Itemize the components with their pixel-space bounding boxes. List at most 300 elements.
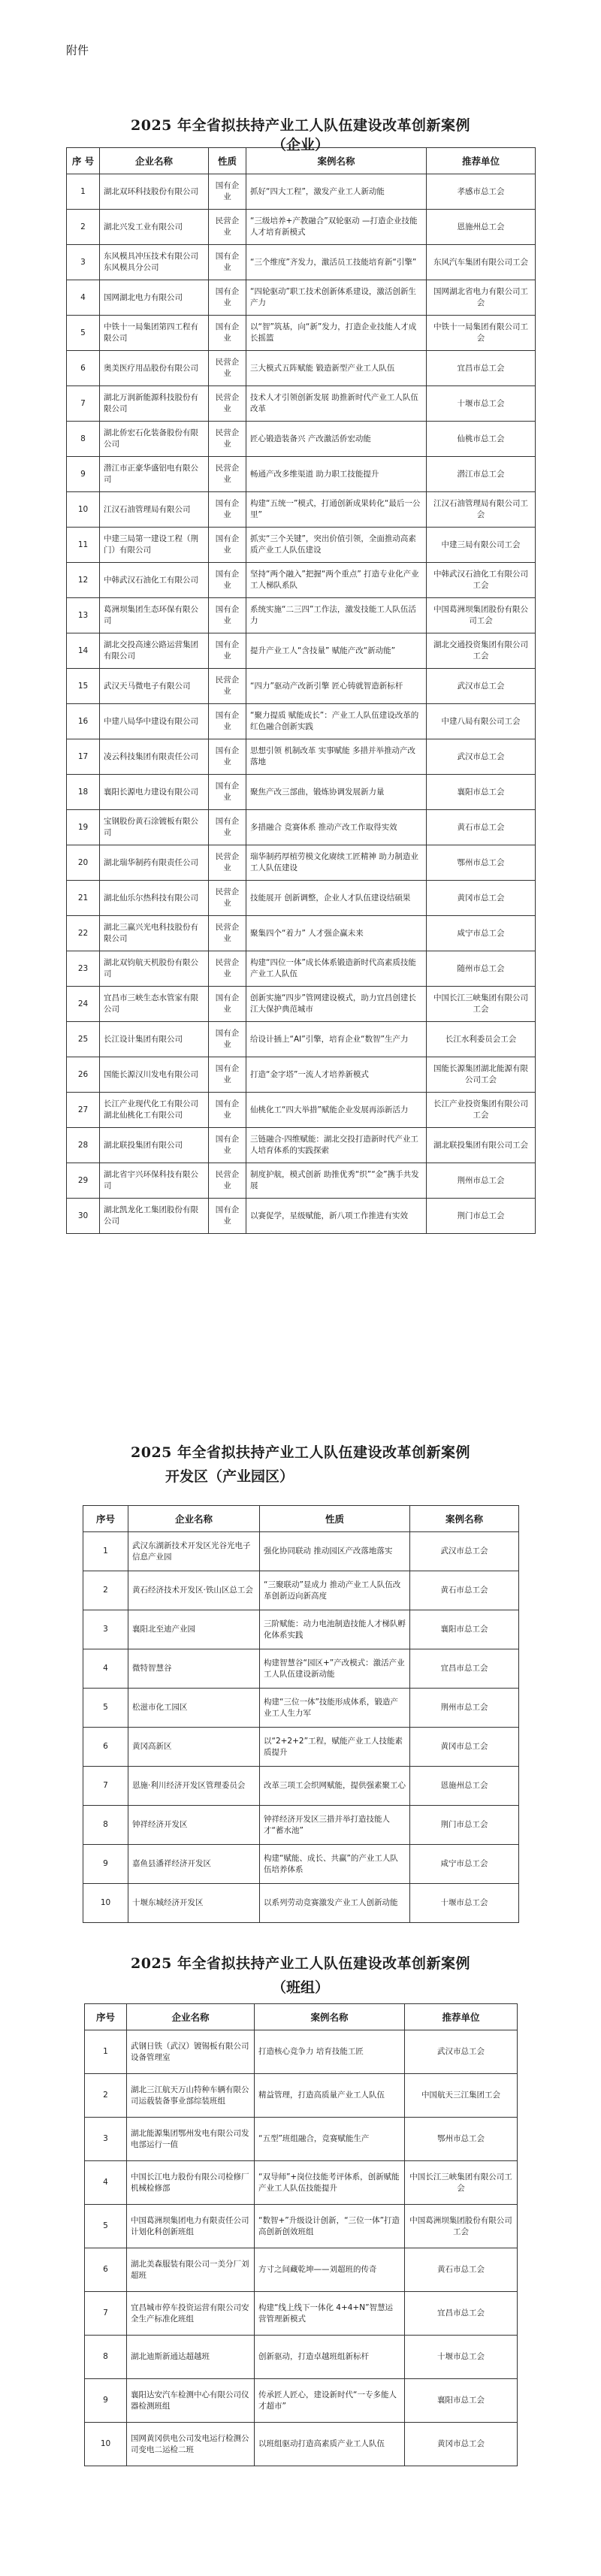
team-cell: 4 <box>85 2161 127 2205</box>
enterprise-cell: 13 <box>67 598 100 633</box>
enterprise-cell: “聚力提质 赋能成长”：产业工人队伍建设改革的红色融合创新实践 <box>246 704 427 739</box>
devzone-cell: 7 <box>83 1767 128 1806</box>
enterprise-cell: 仙桃市总工会 <box>427 422 536 457</box>
devzone-cell: 黄石市总工会 <box>410 1571 519 1610</box>
enterprise-cell: 国有企业 <box>209 598 246 633</box>
table-row <box>67 528 536 563</box>
enterprise-cell: 构建“五统一”模式，打通创新成果转化“最后一公里” <box>246 492 427 528</box>
devzone-cell: 钟祥经济开发区三措并举打造技能人才“蓄水池” <box>260 1806 410 1845</box>
devzone-cell: 3 <box>83 1610 128 1649</box>
table-row <box>67 351 536 386</box>
enterprise-cell: 8 <box>67 422 100 457</box>
devzone-cell: 8 <box>83 1806 128 1845</box>
devzone-cell: 9 <box>83 1845 128 1884</box>
enterprise-cell: 技术人才引领创新发展 助推新时代产业工人队伍改革 <box>246 386 427 422</box>
enterprise-cell: 17 <box>67 739 100 775</box>
enterprise-cell: 湖北兴发工业有限公司 <box>100 210 209 245</box>
devzone-cell: 黄冈市总工会 <box>410 1728 519 1767</box>
devzone-cell: 恩施·利川经济开发区管理委员会 <box>128 1767 260 1806</box>
enterprise-cell: 28 <box>67 1128 100 1163</box>
team-cell: 中国航天三江集团工会 <box>405 2074 518 2118</box>
enterprise-cell: 湖北联投集团有限公司 <box>100 1128 209 1163</box>
enterprise-cell: “四轮驱动”职工技术创新体系建设，激活创新生产力 <box>246 280 427 316</box>
table-row <box>67 739 536 775</box>
devzone-cell: 黄石经济技术开发区·铁山区总工会 <box>128 1571 260 1610</box>
team-table-header <box>85 2004 518 2030</box>
devzone-cell: “三聚联动”显成力 推动产业工人队伍改革创新迈向新高度 <box>260 1571 410 1610</box>
devzone-cell: 以“2+2+2”工程，赋能产业工人技能素质提升 <box>260 1728 410 1767</box>
table-row <box>85 2161 518 2205</box>
team-cell: 5 <box>85 2205 127 2248</box>
enterprise-cell: 畅通产改多维渠道 助力职工技能提升 <box>246 457 427 492</box>
enterprise-cell: 2 <box>67 210 100 245</box>
enterprise-cell: 武汉市总工会 <box>427 669 536 704</box>
enterprise-cell: 中韩武汉石油化工有限公司工会 <box>427 563 536 598</box>
enterprise-cell: 湖北侨宏石化装备股份有限公司 <box>100 422 209 457</box>
devzone-cell: 以系列劳动竞赛激发产业工人创新动能 <box>260 1884 410 1923</box>
team-header-cell: 案例名称 <box>255 2004 405 2030</box>
enterprise-cell: 中铁十一局集团第四工程有限公司 <box>100 316 209 351</box>
team-cell: 2 <box>85 2074 127 2118</box>
table-row <box>67 457 536 492</box>
enterprise-cell: 国有企业 <box>209 316 246 351</box>
enterprise-cell: 武汉天马微电子有限公司 <box>100 669 209 704</box>
team-cell: 打造核心竞争力 培育技能工匠 <box>255 2030 405 2074</box>
team-cell: 黄石市总工会 <box>405 2248 518 2292</box>
enterprise-cell: 中国长江三峡集团有限公司工会 <box>427 987 536 1022</box>
table-row <box>85 2292 518 2336</box>
enterprise-cell: 25 <box>67 1022 100 1057</box>
table-row <box>67 280 536 316</box>
enterprise-cell: 十堰市总工会 <box>427 386 536 422</box>
enterprise-header-cell: 企业名称 <box>100 148 209 174</box>
enterprise-cell: 构建“四位一体”成长体系锻造新时代高素质技能产业工人队伍 <box>246 951 427 987</box>
table-row <box>83 1806 519 1845</box>
enterprise-cell: 国有企业 <box>209 810 246 845</box>
enterprise-cell: 中建三局第一建设工程（荆门）有限公司 <box>100 528 209 563</box>
enterprise-cell: 民营企业 <box>209 210 246 245</box>
team-cell: 创新驱动，打造卓越班组新标杆 <box>255 2336 405 2379</box>
section3-title: 2025 年全省拟扶持产业工人队伍建设改革创新案例 <box>131 1955 470 1972</box>
team-cell: 十堰市总工会 <box>405 2336 518 2379</box>
table-row <box>83 1571 519 1610</box>
enterprise-table <box>66 147 536 1234</box>
devzone-cell: 微特智慧谷 <box>128 1649 260 1689</box>
enterprise-cell: 咸宁市总工会 <box>427 916 536 951</box>
devzone-cell: 松滋市化工园区 <box>128 1689 260 1728</box>
enterprise-header-cell: 推荐单位 <box>427 148 536 174</box>
team-cell: 精益管理，打造高质量产业工人队伍 <box>255 2074 405 2118</box>
enterprise-cell: 提升产业工人“含技量” 赋能产改“新动能” <box>246 633 427 669</box>
enterprise-cell: 国有企业 <box>209 1057 246 1093</box>
enterprise-cell: 江汉石油管理局有限公司工会 <box>427 492 536 528</box>
team-cell: 6 <box>85 2248 127 2292</box>
devzone-header-cell: 企业名称 <box>128 1506 260 1532</box>
enterprise-cell: 7 <box>67 386 100 422</box>
table-row <box>85 2205 518 2248</box>
team-cell: 8 <box>85 2336 127 2379</box>
enterprise-cell: 聚集四个“着力” 人才强企赢未来 <box>246 916 427 951</box>
enterprise-cell: 民营企业 <box>209 457 246 492</box>
team-cell: 以班组驱动打造高素质产业工人队伍 <box>255 2423 405 2466</box>
team-cell: 湖北三江航天万山特种车辆有限公司运载装备事业部综装班组 <box>127 2074 255 2118</box>
enterprise-cell: 1 <box>67 174 100 210</box>
enterprise-cell: 国网湖北电力有限公司 <box>100 280 209 316</box>
enterprise-cell: 恩施州总工会 <box>427 210 536 245</box>
enterprise-cell: 中建三局有限公司工会 <box>427 528 536 563</box>
devzone-cell: 构建智慧谷“园区+”产改模式：激活产业工人队伍建设新动能 <box>260 1649 410 1689</box>
enterprise-cell: 15 <box>67 669 100 704</box>
team-cell: 方寸之间藏乾坤——刘超班的传奇 <box>255 2248 405 2292</box>
devzone-cell: 改革三项工会织网赋能，提供强素聚工心 <box>260 1767 410 1806</box>
enterprise-header-cell: 案例名称 <box>246 148 427 174</box>
enterprise-cell: 凌云科技集团有限责任公司 <box>100 739 209 775</box>
team-cell: “五型”班组融合，竞赛赋能生产 <box>255 2118 405 2161</box>
enterprise-cell: 湖北交投高速公路运营集团有限公司 <box>100 633 209 669</box>
table-row <box>83 1728 519 1767</box>
enterprise-cell: 民营企业 <box>209 351 246 386</box>
table-row <box>85 2423 518 2466</box>
enterprise-cell: 6 <box>67 351 100 386</box>
enterprise-cell: 长江设计集团有限公司 <box>100 1022 209 1057</box>
enterprise-cell: 长江产业现代化工有限公司湖北仙桃化工有限公司 <box>100 1093 209 1128</box>
enterprise-cell: 荆州市总工会 <box>427 1163 536 1199</box>
enterprise-cell: 东风模具冲压技术有限公司东风模具分公司 <box>100 245 209 280</box>
devzone-cell: 构建“赋能、成长、共赢”的产业工人队伍培养体系 <box>260 1845 410 1884</box>
table-row <box>67 422 536 457</box>
team-cell: 3 <box>85 2118 127 2161</box>
enterprise-cell: 长江水利委员会工会 <box>427 1022 536 1057</box>
enterprise-cell: 湖北仙乐尔热科技有限公司 <box>100 881 209 916</box>
enterprise-cell: 中建八局有限公司工会 <box>427 704 536 739</box>
enterprise-cell: 国有企业 <box>209 739 246 775</box>
table-row <box>67 563 536 598</box>
devzone-cell: 十堰东城经济开发区 <box>128 1884 260 1923</box>
enterprise-cell: 以赛促学，星级赋能，新八项工作推进有实效 <box>246 1199 427 1234</box>
enterprise-cell: 国有企业 <box>209 174 246 210</box>
enterprise-cell: 民营企业 <box>209 422 246 457</box>
section3-subtitle: （班组） <box>271 1979 329 1996</box>
enterprise-cell: 制度护航，模式创新 助推优秀“织”“金”携手共发展 <box>246 1163 427 1199</box>
enterprise-cell: 国有企业 <box>209 245 246 280</box>
table-row <box>67 1022 536 1057</box>
enterprise-cell: 中国葛洲坝集团股份有限公司工会 <box>427 598 536 633</box>
devzone-cell: 构建“三位一体”技能形成体系，锻造产业工人生力军 <box>260 1689 410 1728</box>
team-cell: 湖北迪斯新通达超越班 <box>127 2336 255 2379</box>
enterprise-cell: 国有企业 <box>209 987 246 1022</box>
enterprise-cell: 5 <box>67 316 100 351</box>
devzone-cell: 钟祥经济开发区 <box>128 1806 260 1845</box>
table-row <box>67 386 536 422</box>
devzone-header-cell: 案例名称 <box>410 1506 519 1532</box>
enterprise-cell: 技能展开 创新调整，企业人才队伍建设结硕果 <box>246 881 427 916</box>
team-cell: 构建“线上线下一体化 4+4+N”智慧运营管理新模式 <box>255 2292 405 2336</box>
team-cell: 9 <box>85 2379 127 2423</box>
table-row <box>67 704 536 739</box>
enterprise-cell: 27 <box>67 1093 100 1128</box>
enterprise-cell: 民营企业 <box>209 845 246 881</box>
enterprise-cell: 国能长源汉川发电有限公司 <box>100 1057 209 1093</box>
enterprise-cell: 湖北三赢兴光电科技股份有限公司 <box>100 916 209 951</box>
enterprise-header-cell: 序 号 <box>67 148 100 174</box>
enterprise-cell: 21 <box>67 881 100 916</box>
section1-title: 2025 年全省拟扶持产业工人队伍建设改革创新案例 <box>131 117 470 134</box>
enterprise-cell: “四力”驱动产改新引擎 匠心铸就智造新标杆 <box>246 669 427 704</box>
enterprise-cell: 孝感市总工会 <box>427 174 536 210</box>
enterprise-cell: 湖北双钧航天机股份有限公司 <box>100 951 209 987</box>
table-row <box>83 1689 519 1728</box>
table-row <box>67 1128 536 1163</box>
enterprise-cell: 湖北省宇兴环保科技有限公司 <box>100 1163 209 1199</box>
devzone-cell: 襄阳北至迪产业园 <box>128 1610 260 1649</box>
team-cell: “数智+”升级设计创新，“三位一体”打造高创新创效班组 <box>255 2205 405 2248</box>
enterprise-cell: 湖北瑞华制药有限责任公司 <box>100 845 209 881</box>
table-row <box>67 1093 536 1128</box>
team-cell: 襄阳达安汽车检测中心有限公司仪器检测班组 <box>127 2379 255 2423</box>
table-row <box>67 881 536 916</box>
devzone-cell: 咸宁市总工会 <box>410 1845 519 1884</box>
table-row <box>67 916 536 951</box>
enterprise-cell: 24 <box>67 987 100 1022</box>
enterprise-cell: 9 <box>67 457 100 492</box>
devzone-cell: 4 <box>83 1649 128 1689</box>
table-row <box>85 2118 518 2161</box>
enterprise-cell: 瑞华制药厚植劳模文化赓续工匠精神 助力制造业工人队伍建设 <box>246 845 427 881</box>
enterprise-cell: 宝钢股份黄石涂镀板有限公司 <box>100 810 209 845</box>
team-cell: 中国葛洲坝集团电力有限责任公司计划化科创新班组 <box>127 2205 255 2248</box>
team-cell: 黄冈市总工会 <box>405 2423 518 2466</box>
section2-subtitle: 开发区（产业园区） <box>165 1468 294 1485</box>
enterprise-cell: 襄阳长源电力建设有限公司 <box>100 775 209 810</box>
enterprise-cell: “三级培养+产教融合”双轮驱动 —打造企业技能人才培育新模式 <box>246 210 427 245</box>
enterprise-cell: 湖北凯龙化工集团股份有限公司 <box>100 1199 209 1234</box>
enterprise-cell: 湖北万润新能源科技股份有限公司 <box>100 386 209 422</box>
team-header-cell: 序号 <box>85 2004 127 2030</box>
devzone-cell: 2 <box>83 1571 128 1610</box>
team-table <box>84 2003 518 2466</box>
enterprise-cell: 系统实施“二三四”工作法，激发技能工人队伍活力 <box>246 598 427 633</box>
enterprise-cell: 中铁十一局集团有限公司工会 <box>427 316 536 351</box>
enterprise-cell: 葛洲坝集团生态环保有限公司 <box>100 598 209 633</box>
devzone-cell: 襄阳市总工会 <box>410 1610 519 1649</box>
enterprise-cell: 荆门市总工会 <box>427 1199 536 1234</box>
enterprise-cell: 国有企业 <box>209 1128 246 1163</box>
table-row <box>67 492 536 528</box>
devzone-cell: 嘉鱼县潘祥经济开发区 <box>128 1845 260 1884</box>
enterprise-cell: 聚焦产改三部曲，锻炼协调发展新力量 <box>246 775 427 810</box>
team-cell: 武钢日铁（武汉）镀锡板有限公司设备管理室 <box>127 2030 255 2074</box>
enterprise-cell: “三个维度”齐发力，激活员工技能培育新“引擎” <box>246 245 427 280</box>
enterprise-cell: 18 <box>67 775 100 810</box>
table-row <box>67 245 536 280</box>
devzone-cell: 武汉市总工会 <box>410 1532 519 1571</box>
enterprise-cell: 中建八局华中建设有限公司 <box>100 704 209 739</box>
team-cell: 湖北能源集团鄂州发电有限公司发电部运行一值 <box>127 2118 255 2161</box>
enterprise-cell: 湖北双环科技股份有限公司 <box>100 174 209 210</box>
devzone-cell: 5 <box>83 1689 128 1728</box>
enterprise-cell: 随州市总工会 <box>427 951 536 987</box>
table-row <box>83 1767 519 1806</box>
devzone-cell: 1 <box>83 1532 128 1571</box>
enterprise-cell: 抓实“三个关键”，突出价值引领，全面推动高素质产业工人队伍建设 <box>246 528 427 563</box>
enterprise-cell: 江汉石油管理局有限公司 <box>100 492 209 528</box>
devzone-header-cell: 性质 <box>260 1506 410 1532</box>
enterprise-cell: 26 <box>67 1057 100 1093</box>
enterprise-cell: 国有企业 <box>209 633 246 669</box>
table-row <box>67 598 536 633</box>
table-row <box>67 775 536 810</box>
table-row <box>67 316 536 351</box>
team-cell: 武汉市总工会 <box>405 2030 518 2074</box>
enterprise-cell: 国有企业 <box>209 563 246 598</box>
enterprise-cell: 国有企业 <box>209 528 246 563</box>
enterprise-cell: 中韩武汉石油化工有限公司 <box>100 563 209 598</box>
team-cell: 宜昌城市停车投资运营有限公司安全生产标准化班组 <box>127 2292 255 2336</box>
devzone-cell: 10 <box>83 1884 128 1923</box>
enterprise-cell: 打造“金字塔”一流人才培养新模式 <box>246 1057 427 1093</box>
devzone-cell: 三阶赋能：动力电池制造技能人才梯队孵化体系实践 <box>260 1610 410 1649</box>
enterprise-cell: 武汉市总工会 <box>427 739 536 775</box>
enterprise-cell: 思想引领 机制改革 实事赋能 多措并举推动产改落地 <box>246 739 427 775</box>
team-header-cell: 企业名称 <box>127 2004 255 2030</box>
enterprise-cell: 黄冈市总工会 <box>427 881 536 916</box>
enterprise-cell: 19 <box>67 810 100 845</box>
table-row <box>85 2030 518 2074</box>
table-row <box>83 1532 519 1571</box>
enterprise-cell: 29 <box>67 1163 100 1199</box>
devzone-table-header <box>83 1506 519 1532</box>
table-row <box>83 1649 519 1689</box>
enterprise-cell: 民营企业 <box>209 951 246 987</box>
enterprise-cell: 奥美医疗用品股份有限公司 <box>100 351 209 386</box>
enterprise-cell: 国有企业 <box>209 1022 246 1057</box>
enterprise-cell: 10 <box>67 492 100 528</box>
table-row <box>67 669 536 704</box>
enterprise-cell: 匠心锻造装备兴 产改激活侨宏动能 <box>246 422 427 457</box>
devzone-header-cell: 序号 <box>83 1506 128 1532</box>
section1-subtitle: （企业） <box>271 137 329 153</box>
enterprise-cell: 国有企业 <box>209 280 246 316</box>
team-cell: 湖北美森服装有限公司一美分厂刘超班 <box>127 2248 255 2292</box>
team-header-cell: 推荐单位 <box>405 2004 518 2030</box>
enterprise-cell: 潜江市正豪华盛铝电有限公司 <box>100 457 209 492</box>
table-row <box>67 210 536 245</box>
enterprise-cell: 23 <box>67 951 100 987</box>
devzone-cell: 荆州市总工会 <box>410 1689 519 1728</box>
team-cell: 中国长江电力股份有限公司检修厂机械检修部 <box>127 2161 255 2205</box>
enterprise-cell: 坚持“两个融入”把握“两个重点” 打造专业化产业工人梯队系队 <box>246 563 427 598</box>
enterprise-cell: 国有企业 <box>209 1199 246 1234</box>
enterprise-cell: 11 <box>67 528 100 563</box>
enterprise-cell: 以“智”筑基，向“新”发力，打造企业技能人才成长摇篮 <box>246 316 427 351</box>
enterprise-cell: 给设计插上“AI”引擎，培育企业“数智”生产力 <box>246 1022 427 1057</box>
enterprise-cell: 民营企业 <box>209 669 246 704</box>
table-row <box>67 1199 536 1234</box>
enterprise-cell: 国有企业 <box>209 492 246 528</box>
enterprise-cell: 30 <box>67 1199 100 1234</box>
enterprise-table-body <box>67 174 536 1234</box>
section2-title: 2025 年全省拟扶持产业工人队伍建设改革创新案例 <box>131 1444 470 1461</box>
enterprise-cell: 湖北交通投资集团有限公司工会 <box>427 633 536 669</box>
team-table-body <box>85 2030 518 2466</box>
enterprise-cell: 4 <box>67 280 100 316</box>
table-row <box>85 2336 518 2379</box>
table-row <box>67 633 536 669</box>
devzone-cell: 黄冈高新区 <box>128 1728 260 1767</box>
team-cell: 7 <box>85 2292 127 2336</box>
table-row <box>85 2074 518 2118</box>
enterprise-cell: 国有企业 <box>209 1093 246 1128</box>
table-row <box>67 1163 536 1199</box>
enterprise-cell: 民营企业 <box>209 916 246 951</box>
enterprise-cell: 民营企业 <box>209 881 246 916</box>
enterprise-cell: 黄石市总工会 <box>427 810 536 845</box>
table-row <box>83 1610 519 1649</box>
enterprise-cell: 22 <box>67 916 100 951</box>
devzone-cell: 武汉东湖新技术开发区光谷光电子信息产业园 <box>128 1532 260 1571</box>
table-row <box>83 1884 519 1923</box>
devzone-cell: 恩施州总工会 <box>410 1767 519 1806</box>
enterprise-cell: 三链融合·四维赋能：湖北交投打造新时代产业工人培育体系的实践探索 <box>246 1128 427 1163</box>
enterprise-cell: 湖北联投集团有限公司工会 <box>427 1128 536 1163</box>
team-cell: 襄阳市总工会 <box>405 2379 518 2423</box>
enterprise-cell: 襄阳市总工会 <box>427 775 536 810</box>
enterprise-cell: 多措融合 竞赛体系 推动产改工作取得实效 <box>246 810 427 845</box>
enterprise-cell: 仙桃化工“四大举措”赋能企业发展再添新活力 <box>246 1093 427 1128</box>
table-row <box>85 2379 518 2423</box>
table-row <box>67 845 536 881</box>
table-row <box>67 810 536 845</box>
enterprise-cell: 民营企业 <box>209 1163 246 1199</box>
devzone-cell: 十堰市总工会 <box>410 1884 519 1923</box>
table-row <box>67 1057 536 1093</box>
devzone-cell: 荆门市总工会 <box>410 1806 519 1845</box>
table-row <box>67 987 536 1022</box>
team-cell: 中国长江三峡集团有限公司工会 <box>405 2161 518 2205</box>
attachment-label: 附件 <box>66 44 89 57</box>
devzone-table <box>83 1505 519 1923</box>
team-cell: “双导师”+岗位技能考评体系，创新赋能产业工人队伍技能提升 <box>255 2161 405 2205</box>
enterprise-cell: 宜昌市总工会 <box>427 351 536 386</box>
team-cell: 传承匠人匠心，建设新时代“一专多能人才超市” <box>255 2379 405 2423</box>
enterprise-cell: 长江产业投资集团有限公司工会 <box>427 1093 536 1128</box>
enterprise-cell: 3 <box>67 245 100 280</box>
table-row <box>67 174 536 210</box>
devzone-cell: 宜昌市总工会 <box>410 1649 519 1689</box>
enterprise-cell: 国能长源集团湖北能源有限公司工会 <box>427 1057 536 1093</box>
team-cell: 鄂州市总工会 <box>405 2118 518 2161</box>
enterprise-cell: 16 <box>67 704 100 739</box>
enterprise-cell: 民营企业 <box>209 386 246 422</box>
enterprise-cell: 宜昌市三峡生态水管家有限公司 <box>100 987 209 1022</box>
team-cell: 宜昌市总工会 <box>405 2292 518 2336</box>
enterprise-cell: 鄂州市总工会 <box>427 845 536 881</box>
enterprise-cell: 12 <box>67 563 100 598</box>
table-row <box>67 951 536 987</box>
enterprise-cell: 20 <box>67 845 100 881</box>
team-cell: 国网黄冈供电公司发电运行检测公司变电二运检二班 <box>127 2423 255 2466</box>
enterprise-cell: 三大模式五阵赋能 锻造新型产业工人队伍 <box>246 351 427 386</box>
team-cell: 10 <box>85 2423 127 2466</box>
table-row <box>83 1845 519 1884</box>
enterprise-cell: 14 <box>67 633 100 669</box>
team-cell: 1 <box>85 2030 127 2074</box>
enterprise-cell: 国有企业 <box>209 704 246 739</box>
team-cell: 中国葛洲坝集团股份有限公司工会 <box>405 2205 518 2248</box>
enterprise-cell: 创新实施“四步”管网建设模式，助力宜昌创建长江大保护典范城市 <box>246 987 427 1022</box>
devzone-cell: 6 <box>83 1728 128 1767</box>
enterprise-cell: 东风汽车集团有限公司工会 <box>427 245 536 280</box>
